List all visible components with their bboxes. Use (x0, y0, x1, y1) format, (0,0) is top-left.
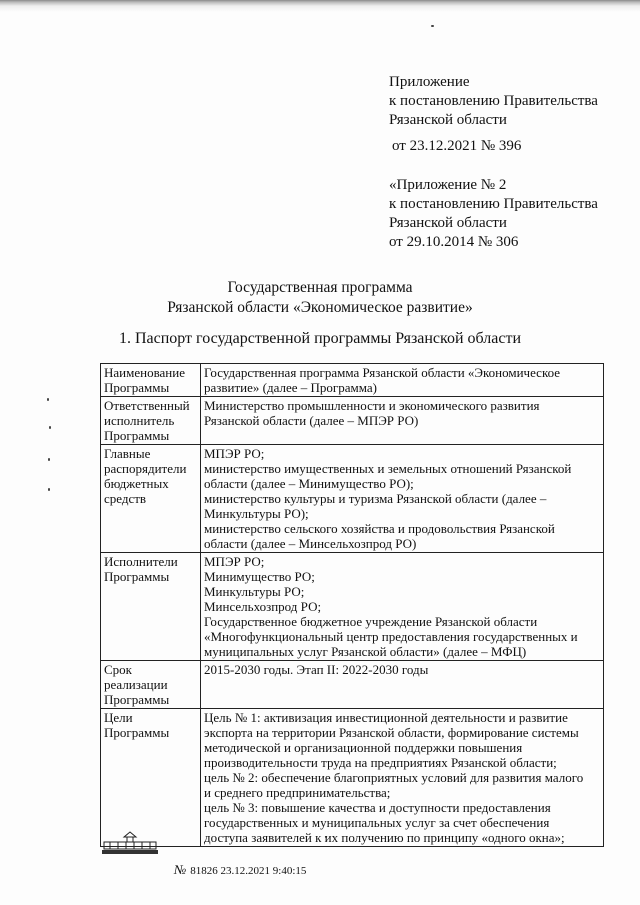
passport-value-line: государственных и муниципальных услуг за счет обеспечения (204, 815, 550, 830)
appendix-line: от 23.12.2021 № 396 (392, 138, 522, 154)
passport-row-value (201, 709, 604, 847)
passport-value-line: производительности труда на предприятиях Рязанской области; (204, 755, 557, 770)
passport-value-line: 2015-2030 годы. Этап II: 2022-2030 годы (204, 662, 429, 677)
scan-speck (48, 458, 50, 461)
appendix-block-current (389, 73, 598, 156)
passport-value-line: Минсельхозпрод РО; (204, 599, 322, 614)
passport-value-line: министерство сельского хозяйства и продовольствия Рязанской (204, 521, 555, 536)
passport-value-line: Минкультуры РО; (204, 584, 305, 599)
passport-label-line: Программы (104, 725, 170, 740)
passport-table (100, 363, 604, 847)
passport-label-line: Программы (104, 428, 170, 443)
passport-label-line: Программы (104, 692, 170, 707)
passport-value-line: Государственная программа Рязанской области «Экономическое (204, 365, 561, 380)
registration-timestamp: 81826 23.12.2021 9:40:15 (190, 865, 307, 877)
appendix-block-original (389, 176, 598, 252)
appendix-line: «Приложение № 2 (389, 177, 507, 193)
passport-row-label (101, 661, 201, 709)
passport-label-line: Исполнители (104, 554, 178, 569)
passport-label-line: исполнитель (104, 413, 175, 428)
passport-table-body (101, 364, 604, 847)
passport-row (101, 364, 604, 397)
registration-number-symbol: № (174, 862, 187, 877)
passport-value-line: области (далее – Минсельхозпрод РО) (204, 536, 417, 551)
passport-row (101, 661, 604, 709)
program-title (0, 278, 640, 318)
registration-footer (174, 862, 306, 878)
program-title-line: Рязанской области «Экономическое развитие» (167, 299, 473, 316)
scan-edge-shadow (0, 0, 640, 12)
passport-label-line: Ответственный (104, 398, 190, 413)
passport-value-line: министерство имущественных и земельных отношений Рязанской (204, 461, 572, 476)
passport-label-line: Срок (104, 662, 132, 677)
passport-label-line: реализации (104, 677, 168, 692)
passport-value-line: цель № 2: обеспечение благоприятных условий для развития малого (204, 770, 584, 785)
program-title-line: Государственная программа (227, 279, 413, 296)
passport-row-value (201, 553, 604, 661)
passport-value-line: министерство культуры и туризма Рязанской области (далее – (204, 491, 547, 506)
passport-value-line: МПЭР РО; (204, 554, 265, 569)
passport-label-line: Главные (104, 446, 151, 461)
passport-value-line: муниципальных услуг Рязанской области» (далее – МФЦ) (204, 644, 527, 659)
passport-label-line: бюджетных (104, 476, 169, 491)
appendix-line: к постановлению Правительства (389, 93, 598, 109)
passport-label-line: Программы (104, 569, 170, 584)
passport-value-line: «Многофункциональный центр предоставления государственных и (204, 629, 578, 644)
passport-value-line: Рязанской области (далее – МПЭР РО) (204, 413, 419, 428)
appendix-line: от 29.10.2014 № 306 (389, 234, 519, 250)
passport-label-line: Программы (104, 380, 170, 395)
passport-heading: 1. Паспорт государственной программы Рязанской области (118, 330, 522, 347)
appendix-line: Рязанской области (389, 215, 507, 231)
passport-row (101, 445, 604, 553)
passport-label-line: средств (104, 491, 147, 506)
passport-value-line: области (далее – Минимущество РО); (204, 476, 414, 491)
passport-value-line: методической и организационной поддержки повышения (204, 740, 523, 755)
passport-value-line: экспорта на территории Рязанской области, формирование системы (204, 725, 579, 740)
passport-row (101, 709, 604, 847)
appendix-line: к постановлению Правительства (389, 196, 598, 212)
passport-row-label (101, 553, 201, 661)
passport-row-label (101, 364, 201, 397)
scan-speck (431, 25, 434, 27)
passport-row-value (201, 661, 604, 709)
passport-label-line: распорядители (104, 461, 187, 476)
passport-value-line: Государственное бюджетное учреждение Рязанской области (204, 614, 538, 629)
passport-label-line: Наименование (104, 365, 185, 380)
passport-label-line: Цели (104, 710, 133, 725)
passport-value-line: доступа заявителей к их получению по принципу «одного окна»; (204, 830, 565, 845)
passport-row-value (201, 397, 604, 445)
scan-speck (49, 426, 51, 429)
passport-row-label (101, 397, 201, 445)
scan-speck (47, 398, 49, 401)
appendix-line: Рязанской области (389, 112, 507, 128)
scan-speck (48, 488, 50, 491)
passport-value-line: Цель № 1: активизация инвестиционной деятельности и развитие (204, 710, 568, 725)
passport-row-value (201, 445, 604, 553)
passport-value-line: развитие» (далее – Программа) (204, 380, 377, 395)
passport-value-line: Министерство промышленности и экономического развития (204, 398, 540, 413)
passport-row-label (101, 445, 201, 553)
passport-value-line: и среднего предпринимательства; (204, 785, 391, 800)
passport-value-line: цель № 3: повышение качества и доступности предоставления (204, 800, 551, 815)
passport-value-line: Минкультуры РО); (204, 506, 309, 521)
passport-row (101, 397, 604, 445)
passport-row-label (101, 709, 201, 847)
appendix-line: Приложение (389, 74, 470, 90)
passport-row (101, 553, 604, 661)
passport-value-line: МПЭР РО; (204, 446, 265, 461)
passport-value-line: Минимущество РО; (204, 569, 315, 584)
passport-row-value (201, 364, 604, 397)
registry-stamp-icon (100, 830, 160, 856)
